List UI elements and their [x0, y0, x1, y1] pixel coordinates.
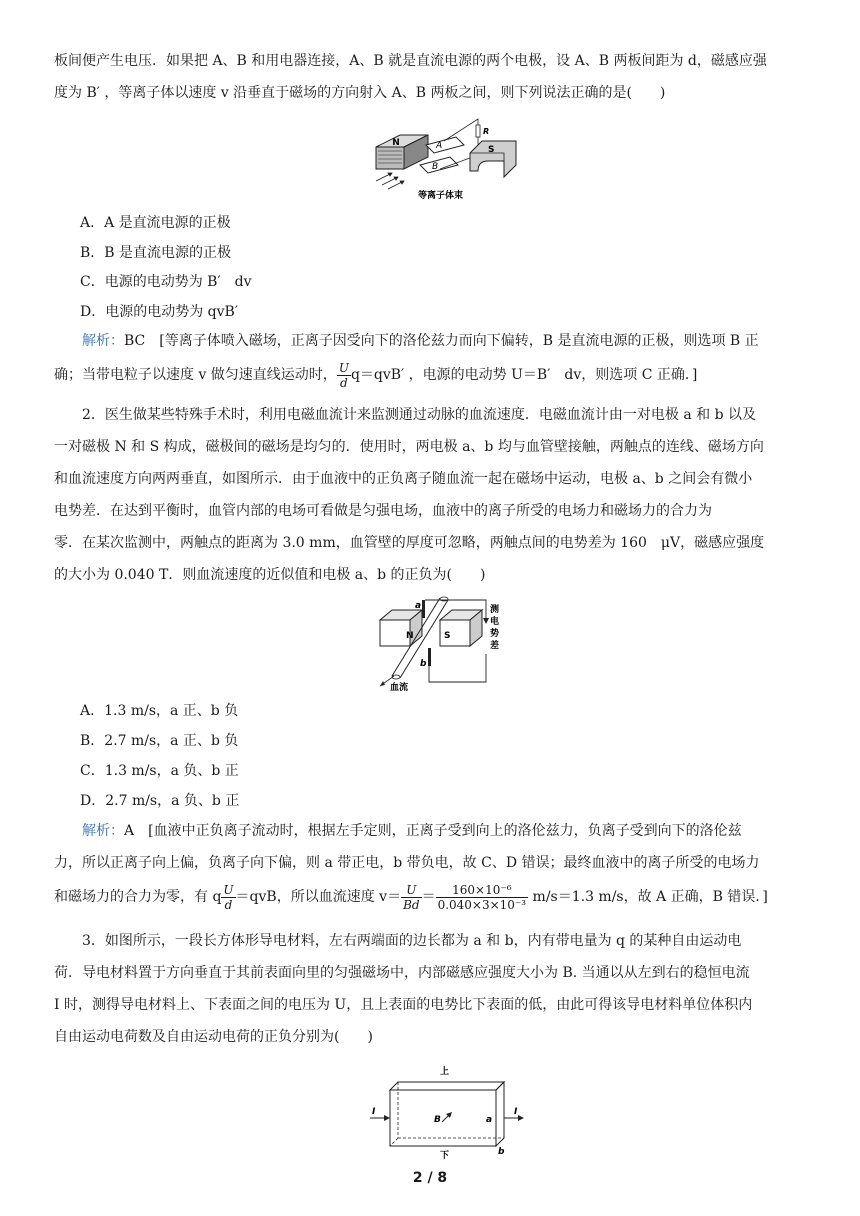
- label-top: 上: [440, 1067, 450, 1077]
- magnet-n-label: N: [392, 138, 400, 148]
- q1-figure-caption: 等离子体束: [418, 191, 464, 201]
- field-b-label: B: [434, 1115, 441, 1125]
- electrode-b: [428, 648, 431, 666]
- resistor: [476, 125, 480, 137]
- q2-stem-line2: 一对磁极 N 和 S 构成，磁极间的磁场是均匀的．使用时，两电极 a、b 均与血管壁接触，两触点的连线、磁场方向: [54, 439, 764, 455]
- q3-stem-line1: 3．如图所示，一段长方体形导电材料，左右两端面的边长都为 a 和 b，内有带电量为 q 的某种自由运动电: [82, 933, 742, 949]
- q1-option-b: B．B 是直流电源的正极: [80, 245, 232, 261]
- q1-analysis-line1: 解析：BC [等离子体喷入磁场，正离子因受向下的洛伦兹力而向下偏转，B 是直流电源的正极，则选项 B 正: [82, 333, 759, 349]
- current-left-label: I: [372, 1107, 376, 1117]
- q2-option-c: C．1.3 m/s，a 负、b 正: [80, 763, 239, 779]
- svg-text:电: 电: [490, 617, 500, 627]
- measure-label: [490, 603, 499, 651]
- q1-stem-line1: 板间便产生电压．如果把 A、B 和用电器连接，A、B 就是直流电源的两个电极，设 A、B 两板间距为 d，磁感应强: [54, 53, 767, 69]
- q2-fraction-numeric: $\frac{\text{160×10⁻⁶}}{\text{0.040×3×10⁻³}}$: [437, 882, 527, 912]
- plasma-arrows: [376, 173, 404, 189]
- flow-label: 血流: [390, 683, 409, 692]
- q1-option-d: D．电源的电动势为 qvB′: [80, 304, 239, 320]
- q1-analysis-label: 解析：: [82, 333, 124, 349]
- electrode-a-label: a: [415, 601, 422, 611]
- q2-analysis-label: 解析：: [82, 823, 124, 839]
- q2-fraction-u-d: $\frac{U}{d}$: [223, 882, 234, 912]
- current-right-label: I: [514, 1107, 518, 1117]
- page-number: 2 / 8: [412, 1170, 448, 1186]
- q1-option-a: A．A 是直流电源的正极: [80, 215, 231, 231]
- q3-stem-line2: 荷．导电材料置于方向垂直于其前表面向里的匀强磁场中，内部磁感应强度大小为 B. 当通以从左到右的稳恒电流: [54, 965, 750, 981]
- q1-analysis-line2: 确；当带电粒子以速度 v 做匀速直线运动时， $\frac{U}{d}$ q＝qvB′ ，电源的电动势 U＝B′ dv，则选项 C 正确．]: [54, 360, 698, 390]
- q3-figure: [368, 1064, 528, 1164]
- q3-stem-line3: I 时，测得导电材料上、下表面之间的电压为 U，且上表面的电势比下表面的低，由此可得该导电材料单位体积内: [54, 997, 753, 1013]
- circuit-wire: [444, 119, 478, 141]
- magnet-s: [470, 141, 516, 177]
- magnet-n-label: N: [406, 631, 414, 641]
- magnet-s: [440, 610, 482, 646]
- magnet-s-label: S: [444, 631, 451, 641]
- q2-option-b: B．2.7 m/s，a 正、b 负: [80, 733, 239, 749]
- q2-stem-line5: 零．在某次监测中，两触点的距离为 3.0 mm，血管壁的厚度可忽略，两触点间的电势差为 160 μV，磁感应强度: [54, 535, 765, 551]
- svg-text:势: 势: [490, 629, 500, 639]
- q1-stem-line2: 度为 B′ ，等离子体以速度 v 沿垂直于磁场的方向射入 A、B 两板之间，则下列说法正确的是( ): [54, 85, 666, 101]
- q2-analysis-line2: 力，所以正离子向上偏，负离子向下偏，则 a 带正电，b 带负电，故 C、D 错误；最终血液中的离子所受的电场力: [54, 855, 760, 871]
- q2-analysis-line3: 和磁场力的合力为零，有 q $\frac{U}{d}$ ＝qvB，所以血流速度 v＝ $\frac{U}{Bd}$ ＝ $\frac{\text{160×10⁻⁶}}{\text{0.040×3×10⁻³}}$ m/s＝1.3 m/s，故 A 正确，B 错误．]: [54, 882, 768, 912]
- q2-figure: [378, 596, 528, 692]
- magnet-s-label: S: [488, 145, 495, 155]
- q3-stem-line4: 自由运动电荷数及自由运动电荷的正负分别为( ): [54, 1029, 373, 1045]
- magnet-n: [380, 610, 422, 646]
- q2-option-a: A．1.3 m/s，a 正、b 负: [80, 703, 239, 719]
- q2-option-d: D．2.7 m/s，a 负、b 正: [80, 793, 240, 809]
- q1-fraction-u-d: $\frac{U}{d}$: [338, 360, 349, 390]
- electrode-b-label: b: [420, 659, 427, 669]
- q2-stem-line1: 2．医生做某些特殊手术时，利用电磁血流计来监测通过动脉的血流速度．电磁血流计由一对电极 a 和 b 以及: [82, 407, 757, 423]
- label-bottom: 下: [440, 1151, 450, 1161]
- plate-b-label: B: [432, 162, 439, 172]
- q2-fraction-u-bd: $\frac{U}{Bd}$: [403, 882, 420, 912]
- edge-a-label: a: [486, 1115, 493, 1125]
- q1-figure: [370, 115, 530, 205]
- svg-text:差: 差: [490, 641, 500, 651]
- q2-stem-line3: 和血流速度方向两两垂直，如图所示．由于血液中的正负离子随血流一起在磁场中运动，电极 a、b 之间会有微小: [54, 471, 753, 487]
- magnet-n: [376, 135, 428, 169]
- edge-b-label: b: [498, 1147, 505, 1157]
- resistor-label: R: [483, 127, 490, 136]
- plate-b: [420, 157, 458, 173]
- q1-option-c: C．电源的电动势为 B′ dv: [80, 274, 252, 290]
- q2-stem-line4: 电势差．在达到平衡时，血管内部的电场可看做是匀强电场，血液中的离子所受的电场力和磁场力的合力为: [54, 503, 712, 519]
- electrode-a: [422, 600, 425, 618]
- q2-stem-line6: 的大小为 0.040 T．则血流速度的近似值和电极 a、b 的正负为( ): [54, 567, 486, 583]
- q2-analysis-line1: 解析：A [血液中正负离子流动时，根据左手定则，正离子受到向上的洛伦兹力，负离子受到向下的洛伦兹: [82, 823, 742, 839]
- plate-a-label: A: [436, 141, 443, 151]
- svg-text:测: 测: [490, 605, 500, 615]
- plate-a: [426, 137, 464, 153]
